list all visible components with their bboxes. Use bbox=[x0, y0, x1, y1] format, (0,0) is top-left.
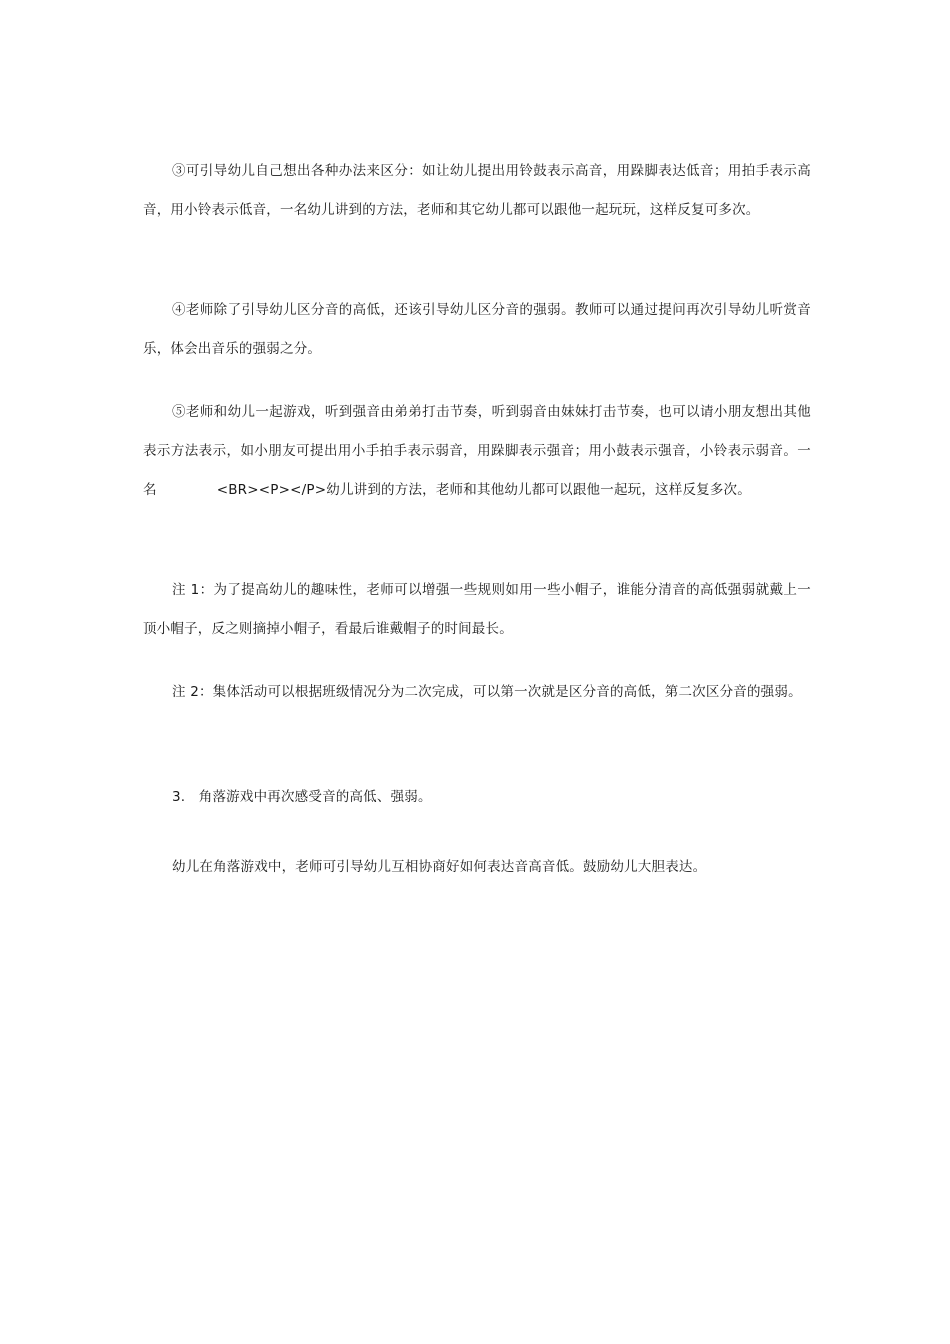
note-2 bbox=[143, 673, 811, 712]
paragraph-text: ④老师除了引导幼儿区分音的高低，还该引导幼儿区分音的强弱。教师可以通过提问再次引导幼儿听赏音乐，体会出音乐的强弱之分。 bbox=[143, 302, 811, 357]
note-label: 注 1 bbox=[172, 582, 200, 598]
note-label: 注 2 bbox=[172, 684, 199, 700]
paragraph-5-game bbox=[143, 393, 811, 510]
paragraph-text: ⑤老师和幼儿一起游戏，听到强音由弟弟打击节奏，听到弱音由妹妹打击节奏，也可以请小朋友想出其他表示方法表示，如小朋友可提出用小手拍手表示弱音，用跺脚表示强音；用小鼓表示强音，小铃表示弱音。一名 bbox=[143, 404, 811, 498]
section-title: 角落游戏中再次感受音的高低、强弱。 bbox=[198, 789, 432, 805]
paragraph-4-dynamics bbox=[143, 291, 811, 369]
section-3-heading bbox=[143, 778, 811, 817]
paragraph-3-method bbox=[143, 152, 811, 230]
raw-html-tag-text: <BR><P></P> bbox=[216, 482, 327, 498]
paragraph-text: 幼儿讲到的方法，老师和其他幼儿都可以跟他一起玩，这样反复多次。 bbox=[326, 482, 751, 498]
paragraph-text: ③可引导幼儿自己想出各种办法来区分：如让幼儿提出用铃鼓表示高音，用跺脚表达低音；用拍手表示高音，用小铃表示低音，一名幼儿讲到的方法，老师和其它幼儿都可以跟他一起玩玩，这样反复可多次。 bbox=[143, 163, 811, 218]
section-number: 3. bbox=[172, 789, 186, 805]
note-1 bbox=[143, 571, 811, 649]
paragraph-final bbox=[143, 848, 811, 887]
note-text: ：为了提高幼儿的趣味性，老师可以增强一些规则如用一些小帽子，谁能分清音的高低强弱就戴上一顶小帽子，反之则摘掉小帽子，看最后谁戴帽子的时间最长。 bbox=[143, 582, 811, 637]
paragraph-text: 幼儿在角落游戏中，老师可引导幼儿互相协商好如何表达音高音低。鼓励幼儿大胆表达。 bbox=[172, 859, 707, 875]
note-text: ：集体活动可以根据班级情况分为二次完成，可以第一次就是区分音的高低，第二次区分音的强弱。 bbox=[198, 684, 802, 700]
